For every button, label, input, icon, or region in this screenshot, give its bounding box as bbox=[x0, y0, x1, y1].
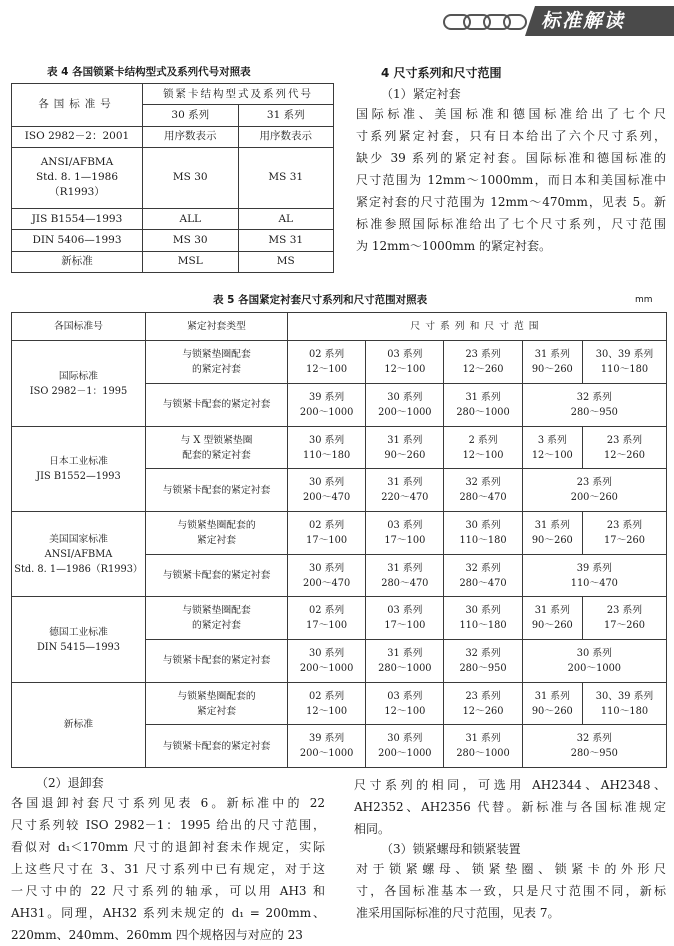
series-name: 32 系列 bbox=[576, 391, 612, 403]
table-row bbox=[12, 512, 667, 555]
standard-cell bbox=[12, 230, 143, 251]
series-name: 30 系列 bbox=[387, 391, 423, 403]
size-range: 280～470 bbox=[459, 492, 507, 504]
bushing-type: 与锁紧卡配套的紧定衬套 bbox=[162, 570, 271, 582]
subsection-title: （1）紧定衬套 bbox=[381, 87, 461, 101]
series-name: 31 系列 bbox=[387, 562, 423, 574]
size-range: 280～470 bbox=[381, 577, 429, 589]
series-name: 30 系列 bbox=[387, 733, 423, 745]
size-range: 280～1000 bbox=[456, 406, 510, 418]
table-row bbox=[12, 682, 667, 725]
series-range-cell bbox=[582, 426, 666, 469]
size-range: 200～470 bbox=[303, 577, 351, 589]
text-line: 尺寸系列的相同，可选用 AH2344、AH2348、 bbox=[354, 778, 666, 792]
size-range: 17～100 bbox=[384, 620, 426, 632]
standard-cell bbox=[12, 682, 146, 767]
text-line: 对于锁紧螺母、锁紧垫圈、锁紧卡的外形尺 bbox=[356, 862, 666, 876]
series-range-cell bbox=[444, 341, 522, 384]
series-range-cell bbox=[522, 597, 582, 640]
bushing-type: 与锁紧垫圈配套 bbox=[182, 605, 251, 617]
series-name: 30 系列 bbox=[309, 434, 345, 446]
table5 bbox=[11, 312, 667, 768]
paragraph bbox=[11, 792, 325, 946]
series-range-cell bbox=[522, 384, 666, 427]
size-range: 90～260 bbox=[531, 364, 573, 376]
table-row bbox=[12, 597, 667, 640]
series-range-cell bbox=[288, 597, 366, 640]
series-range-cell bbox=[288, 554, 366, 597]
size-range: 200～1000 bbox=[378, 406, 432, 418]
standard-cell bbox=[12, 147, 143, 208]
header-range: 尺寸系列和尺寸范围 bbox=[288, 313, 667, 341]
series-range-cell bbox=[444, 640, 522, 683]
bushing-type-cell bbox=[146, 512, 288, 555]
standard-name: ISO 2982－2：2001 bbox=[24, 130, 130, 143]
standard-name: ISO 2982－1：1995 bbox=[29, 385, 128, 397]
series-a-cell: 用序数表示 bbox=[143, 126, 239, 147]
series-range-cell bbox=[288, 341, 366, 384]
bushing-type: 的紧定衬套 bbox=[192, 620, 241, 632]
size-range: 90～260 bbox=[531, 534, 573, 546]
series-name: 39 系列 bbox=[576, 562, 612, 574]
series-name: 32 系列 bbox=[465, 562, 501, 574]
table-row bbox=[12, 126, 334, 147]
size-range: 280～950 bbox=[570, 748, 618, 760]
text-line: 相同。 bbox=[354, 822, 391, 836]
size-range: 12～100 bbox=[384, 364, 426, 376]
series-name: 02 系列 bbox=[309, 690, 345, 702]
text-line: 尺寸范围为 12mm～1000mm，而日本和美国标准中 bbox=[356, 173, 666, 187]
series-name: 32 系列 bbox=[465, 477, 501, 489]
table-header-row bbox=[12, 84, 334, 105]
size-range: 280～950 bbox=[459, 662, 507, 674]
size-range: 110～180 bbox=[600, 364, 649, 376]
series-range-cell bbox=[582, 682, 666, 725]
paragraph bbox=[356, 858, 666, 924]
series-name: 31 系列 bbox=[534, 605, 570, 617]
text-line: 国际标准、美国标准和德国标准给出了七个尺 bbox=[356, 107, 666, 121]
series-range-cell bbox=[522, 512, 582, 555]
series-a-cell: MSL bbox=[143, 251, 239, 272]
standard-cell bbox=[12, 512, 146, 597]
series-range-cell bbox=[366, 554, 444, 597]
size-range: 280～950 bbox=[570, 406, 618, 418]
size-range: 90～260 bbox=[384, 449, 426, 461]
size-range: 12～100 bbox=[306, 364, 348, 376]
series-name: 30 系列 bbox=[309, 647, 345, 659]
header-group: 锁紧卡结构型式及系列代号 bbox=[143, 84, 334, 105]
series-range-cell bbox=[366, 682, 444, 725]
series-range-cell bbox=[288, 384, 366, 427]
standard-name: 新标准 bbox=[63, 719, 94, 731]
size-range: 90～260 bbox=[531, 620, 573, 632]
series-name: 03 系列 bbox=[387, 605, 423, 617]
size-range: 200～470 bbox=[303, 492, 351, 504]
series-b-cell: MS 31 bbox=[238, 230, 334, 251]
series-a-cell: ALL bbox=[143, 209, 239, 230]
table4 bbox=[11, 83, 334, 273]
text-line: 尺寸系列较 ISO 2982－1：1995 给出的尺寸范围， bbox=[11, 818, 325, 832]
standard-name: Std. 8. 1—1986（R1993） bbox=[14, 563, 143, 575]
size-range: 200～260 bbox=[570, 492, 618, 504]
series-range-cell bbox=[288, 640, 366, 683]
series-name: 32 系列 bbox=[465, 647, 501, 659]
text-line: 各国退卸衬套尺寸系列见表 6。新标准中的 22 bbox=[11, 796, 325, 810]
size-range: 280～1000 bbox=[456, 748, 510, 760]
text-line: 标准参照国际标准给出了七个尺寸系列，尺寸范围 bbox=[356, 217, 666, 231]
series-range-cell bbox=[522, 341, 582, 384]
bushing-type-cell bbox=[146, 682, 288, 725]
series-name: 23 系列 bbox=[606, 605, 643, 617]
series-name: 3 系列 bbox=[537, 434, 567, 446]
bushing-type: 与锁紧垫圈配套的 bbox=[177, 519, 256, 531]
standard-cell bbox=[12, 426, 146, 511]
series-name: 31 系列 bbox=[387, 647, 423, 659]
size-range: 110～180 bbox=[459, 534, 507, 546]
text-line: AH31。同理，AH32 系列未规定的 d₁ = 200mm、 bbox=[11, 906, 325, 920]
table-header-row bbox=[12, 313, 667, 341]
series-range-cell bbox=[366, 469, 444, 512]
size-range: 110～180 bbox=[600, 705, 649, 717]
series-b-cell: AL bbox=[238, 209, 334, 230]
size-range: 12～100 bbox=[306, 705, 348, 717]
table4-caption: 表 4 各国锁紧卡结构型式及系列代号对照表 bbox=[47, 66, 251, 78]
standard-name: DIN 5415—1993 bbox=[36, 641, 121, 653]
bushing-type: 与锁紧卡配套的紧定衬套 bbox=[162, 484, 271, 496]
standard-cell bbox=[12, 251, 143, 272]
bushing-type: 紧定衬套 bbox=[196, 705, 237, 717]
series-a-cell: MS 30 bbox=[143, 147, 239, 208]
table-row bbox=[12, 147, 334, 208]
series-name: 31 系列 bbox=[387, 477, 423, 489]
series-range-cell bbox=[582, 341, 666, 384]
series-name: 23 系列 bbox=[465, 349, 501, 361]
series-name: 31 系列 bbox=[534, 349, 570, 361]
size-range: 12～260 bbox=[462, 364, 504, 376]
bushing-type-cell bbox=[146, 597, 288, 640]
bushing-type-cell bbox=[146, 725, 288, 768]
size-range: 200～1000 bbox=[378, 748, 432, 760]
series-name: 23 系列 bbox=[465, 690, 501, 702]
size-range: 17～100 bbox=[306, 620, 348, 632]
series-name: 30 系列 bbox=[309, 562, 345, 574]
series-name: 02 系列 bbox=[309, 349, 345, 361]
series-name: 30 系列 bbox=[576, 647, 612, 659]
series-name: 30 系列 bbox=[465, 519, 501, 531]
standard-cell bbox=[12, 597, 146, 682]
series-name: 23 系列 bbox=[606, 519, 643, 531]
standard-name: 新标准 bbox=[61, 255, 93, 268]
size-range: 12～260 bbox=[604, 449, 645, 461]
paragraph bbox=[356, 103, 666, 257]
series-range-cell bbox=[444, 725, 522, 768]
series-name: 2 系列 bbox=[468, 434, 498, 446]
standard-name: 美国国家标准 bbox=[49, 533, 108, 545]
standard-name: JIS B1554—1993 bbox=[31, 212, 123, 225]
bushing-type: 与锁紧垫圈配套的 bbox=[177, 690, 256, 702]
standard-name: Std. 8. 1—1986（R1993） bbox=[35, 171, 119, 199]
size-range: 110～180 bbox=[459, 620, 507, 632]
bushing-type: 与锁紧卡配套的紧定衬套 bbox=[162, 655, 271, 667]
size-range: 17～260 bbox=[604, 534, 645, 546]
header-series-a: 30 系列 bbox=[143, 105, 239, 126]
series-range-cell bbox=[366, 426, 444, 469]
size-range: 90～260 bbox=[531, 705, 573, 717]
series-range-cell bbox=[522, 554, 666, 597]
text-line: 准采用国际标准的尺寸范围，见表 7。 bbox=[356, 906, 560, 920]
text-line: 一尺寸中的 22 尺寸系列的轴承，可以用 AH3 和 bbox=[11, 884, 325, 898]
size-range: 200～1000 bbox=[567, 662, 622, 674]
series-range-cell bbox=[444, 682, 522, 725]
size-range: 200～1000 bbox=[299, 662, 354, 674]
bushing-type: 与锁紧垫圈配套 bbox=[182, 349, 251, 361]
series-name: 23 系列 bbox=[576, 477, 612, 489]
standard-name: 德国工业标准 bbox=[49, 626, 108, 638]
subsection-title: （3）锁紧螺母和锁紧装置 bbox=[381, 842, 521, 856]
bushing-type-cell bbox=[146, 384, 288, 427]
text-line: AH2352、AH2356 代替。新标准与各国标准规定 bbox=[354, 800, 666, 814]
text-line: 寸，各国标准基本一致，只是尺寸范围不同，新标 bbox=[356, 884, 666, 898]
text-line: 紧定衬套的尺寸范围为 12mm～470mm，见表 5。新 bbox=[356, 195, 666, 209]
series-name: 03 系列 bbox=[387, 519, 423, 531]
series-range-cell bbox=[288, 725, 366, 768]
series-name: 39 系列 bbox=[309, 391, 345, 403]
size-range: 220～470 bbox=[381, 492, 429, 504]
bushing-type: 配套的紧定衬套 bbox=[182, 449, 251, 461]
series-range-cell bbox=[444, 597, 522, 640]
bushing-type: 与锁紧卡配套的紧定衬套 bbox=[162, 399, 271, 411]
series-range-cell bbox=[288, 469, 366, 512]
series-name: 30、39 系列 bbox=[595, 690, 654, 702]
series-name: 39 系列 bbox=[309, 733, 345, 745]
series-name: 32 系列 bbox=[576, 733, 612, 745]
size-range: 17～100 bbox=[384, 534, 426, 546]
bushing-type-cell bbox=[146, 469, 288, 512]
series-range-cell bbox=[522, 640, 666, 683]
series-range-cell bbox=[366, 384, 444, 427]
bushing-type: 紧定衬套 bbox=[196, 534, 237, 546]
series-name: 23 系列 bbox=[606, 434, 643, 446]
series-range-cell bbox=[522, 426, 582, 469]
section-title: 标准解读 bbox=[541, 10, 626, 32]
series-range-cell bbox=[444, 554, 522, 597]
bushing-type: 的紧定衬套 bbox=[192, 364, 241, 376]
size-range: 12～100 bbox=[531, 449, 573, 461]
size-range: 280～470 bbox=[459, 577, 507, 589]
size-range: 12～100 bbox=[462, 449, 504, 461]
bushing-type-cell bbox=[146, 341, 288, 384]
text-line: 为 12mm～1000mm 的紧定衬套。 bbox=[356, 239, 551, 253]
header-standard: 各国标准号 bbox=[12, 84, 143, 127]
series-name: 31 系列 bbox=[534, 519, 570, 531]
standard-name: DIN 5406—1993 bbox=[32, 233, 122, 246]
standard-cell bbox=[12, 209, 143, 230]
series-name: 03 系列 bbox=[387, 690, 423, 702]
text-line: 寸系列紧定衬套，只有日本给出了六个尺寸系列， bbox=[356, 129, 666, 143]
series-range-cell bbox=[582, 597, 666, 640]
standard-name: JIS B1552—1993 bbox=[36, 470, 121, 482]
series-name: 31 系列 bbox=[465, 391, 501, 403]
size-range: 200～1000 bbox=[299, 406, 354, 418]
table5-caption: 表 5 各国紧定衬套尺寸系列和尺寸范围对照表 bbox=[213, 294, 428, 306]
standard-name: 日本工业标准 bbox=[49, 455, 108, 467]
series-range-cell bbox=[582, 512, 666, 555]
header-standard: 各国标准号 bbox=[12, 313, 146, 341]
section-heading: 4 尺寸系列和尺寸范围 bbox=[381, 66, 502, 80]
size-range: 12～260 bbox=[462, 705, 504, 717]
subsection-title: （2）退卸套 bbox=[36, 776, 104, 790]
table-row bbox=[12, 209, 334, 230]
series-range-cell bbox=[444, 469, 522, 512]
size-range: 110～180 bbox=[303, 449, 351, 461]
table-row bbox=[12, 230, 334, 251]
text-line: 缺少 39 系列的紧定衬套。国际标准和德国标准的 bbox=[356, 151, 666, 165]
series-range-cell bbox=[366, 597, 444, 640]
text-line: 220mm、240mm、260mm 四个规格因与对应的 23 bbox=[11, 928, 303, 942]
series-b-cell: MS 31 bbox=[238, 147, 334, 208]
series-range-cell bbox=[288, 512, 366, 555]
series-range-cell bbox=[366, 512, 444, 555]
series-range-cell bbox=[444, 384, 522, 427]
series-name: 30、39 系列 bbox=[595, 349, 654, 361]
table-row bbox=[12, 341, 667, 384]
series-name: 30 系列 bbox=[465, 605, 501, 617]
bushing-type: 与锁紧卡配套的紧定衬套 bbox=[162, 740, 271, 752]
standard-cell bbox=[12, 341, 146, 426]
series-range-cell bbox=[522, 682, 582, 725]
standard-name: 国际标准 bbox=[58, 370, 99, 382]
table-row bbox=[12, 251, 334, 272]
series-range-cell bbox=[522, 469, 666, 512]
series-b-cell: 用序数表示 bbox=[238, 126, 334, 147]
series-name: 31 系列 bbox=[465, 733, 501, 745]
series-b-cell: MS bbox=[238, 251, 334, 272]
chain-link-icon bbox=[442, 10, 528, 34]
standard-name: ANSI/AFBMA bbox=[40, 156, 114, 169]
table-row bbox=[12, 426, 667, 469]
series-range-cell bbox=[444, 426, 522, 469]
series-name: 31 系列 bbox=[534, 690, 570, 702]
series-range-cell bbox=[366, 725, 444, 768]
paragraph bbox=[354, 774, 666, 840]
series-range-cell bbox=[366, 341, 444, 384]
series-range-cell bbox=[522, 725, 666, 768]
size-range: 17～100 bbox=[306, 534, 348, 546]
series-name: 02 系列 bbox=[309, 605, 345, 617]
standard-cell bbox=[12, 126, 143, 147]
standard-name: ANSI/AFBMA bbox=[44, 548, 113, 560]
series-range-cell bbox=[288, 682, 366, 725]
series-a-cell: MS 30 bbox=[143, 230, 239, 251]
series-range-cell bbox=[444, 512, 522, 555]
text-line: 上这些尺寸在 3、31 尺寸系列中已有规定，对于这 bbox=[11, 862, 325, 876]
bushing-type-cell bbox=[146, 640, 288, 683]
series-name: 30 系列 bbox=[309, 477, 345, 489]
size-range: 280～1000 bbox=[378, 662, 432, 674]
series-name: 31 系列 bbox=[387, 434, 423, 446]
text-line: 看似对 d₁＜170mm 尺寸的退卸衬套未作规定，实际 bbox=[11, 840, 325, 854]
series-name: 02 系列 bbox=[309, 519, 345, 531]
bushing-type-cell bbox=[146, 554, 288, 597]
header-series-b: 31 系列 bbox=[238, 105, 334, 126]
bushing-type-cell bbox=[146, 426, 288, 469]
series-name: 03 系列 bbox=[387, 349, 423, 361]
bushing-type: 与 X 型锁紧垫圈 bbox=[180, 434, 253, 446]
size-range: 17～260 bbox=[604, 620, 645, 632]
series-range-cell bbox=[288, 426, 366, 469]
series-range-cell bbox=[366, 640, 444, 683]
size-range: 12～100 bbox=[384, 705, 426, 717]
size-range: 110～470 bbox=[570, 577, 618, 589]
unit-label: mm bbox=[635, 295, 653, 305]
size-range: 200～1000 bbox=[299, 748, 354, 760]
header-type: 紧定衬套类型 bbox=[146, 313, 288, 341]
